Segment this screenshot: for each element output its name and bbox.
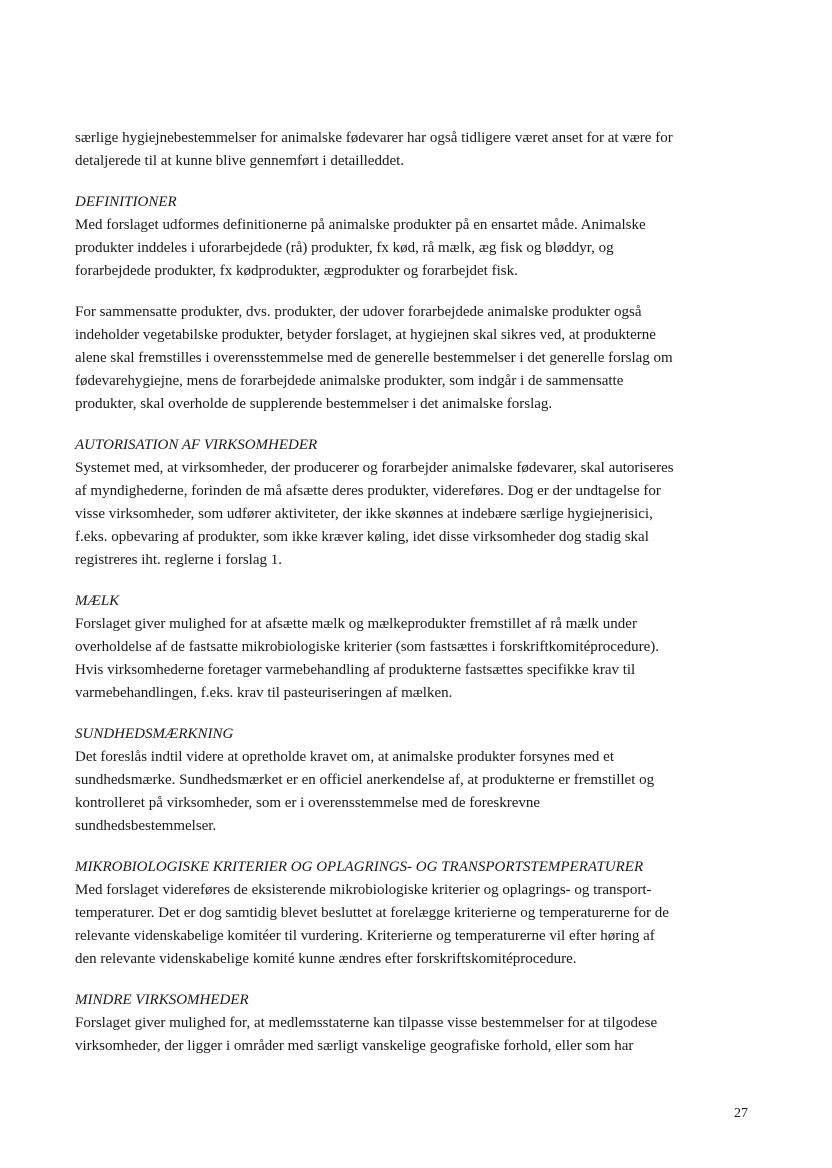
text-line: forarbejdede produkter, fx kødprodukter, ægprodukter og forarbejdet fisk.	[75, 263, 518, 279]
text-line: produkter inddeles i uforarbejdede (rå) produkter, fx kød, rå mælk, æg fisk og bløddyr, og	[75, 240, 614, 256]
text-line: fødevarehygiejne, mens de forarbejdede animalske produkter, som indgår i de sammensatte	[75, 373, 624, 389]
text-line: Hvis virksomhederne foretager varmebehandling af produkterne fastsættes specifikke krav til	[75, 662, 636, 678]
section	[75, 434, 755, 572]
section-paragraph	[75, 613, 755, 705]
text-line: overholdelse af de fastsatte mikrobiologiske kriterier (som fastsættes i forskriftkomitéprocedure).	[75, 639, 659, 655]
sections-container	[75, 191, 755, 1058]
section	[75, 191, 755, 416]
section-heading: AUTORISATION AF VIRKSOMHEDER	[75, 437, 318, 453]
section	[75, 989, 755, 1058]
text-line: Forslaget giver mulighed for, at medlemsstaterne kan tilpasse visse bestemmelser for at tilgodese	[75, 1015, 658, 1031]
page-number: 27	[734, 1106, 748, 1121]
text-line: varmebehandlingen, f.eks. krav til pasteuriseringen af mælken.	[75, 685, 453, 701]
intro-paragraph	[75, 127, 755, 173]
text-line: detaljerede til at kunne blive gennemført i detailleddet.	[75, 153, 405, 169]
text-line: produkter, skal overholde de supplerende bestemmelser i det animalske forslag.	[75, 396, 553, 412]
text-line: visse virksomheder, som udfører aktiviteter, der ikke skønnes at indebære særlige hygiejnerisici,	[75, 506, 653, 522]
section-paragraph	[75, 879, 755, 971]
text-line: sundhedsmærke. Sundhedsmærket er en officiel anerkendelse af, at produkterne er fremstillet og	[75, 772, 655, 788]
text-line: f.eks. opbevaring af produkter, som ikke kræver køling, idet disse virksomheder dog stadig skal	[75, 529, 649, 545]
section-paragraph	[75, 457, 755, 572]
text-line: Systemet med, at virksomheder, der producerer og forarbejder animalske fødevarer, skal autoriseres	[75, 460, 674, 476]
section-paragraph	[75, 746, 755, 838]
text-line: relevante videnskabelige komitéer til vurdering. Kriterierne og temperaturerne vil efter høring af	[75, 928, 655, 944]
section-paragraph	[75, 1012, 755, 1058]
text-line: For sammensatte produkter, dvs. produkter, der udover forarbejdede animalske produkter også	[75, 304, 642, 320]
text-line: temperaturer. Det er dog samtidig blevet besluttet at forelægge kriterierne og temperaturerne for de	[75, 905, 669, 921]
text-line: Med forslaget videreføres de eksisterende mikrobiologiske kriterier og oplagrings- og transport-	[75, 882, 652, 898]
text-line: sundhedsbestemmelser.	[75, 818, 217, 834]
text-line: alene skal fremstilles i overensstemmelse med de generelle bestemmelser i det generelle forslag om	[75, 350, 673, 366]
text-line: den relevante videnskabelige komité kunne ændres efter forskriftskomitéprocedure.	[75, 951, 577, 967]
text-line: Med forslaget udformes definitionerne på animalske produkter på en ensartet måde. Animalske	[75, 217, 646, 233]
section	[75, 590, 755, 705]
document-page	[75, 127, 755, 1058]
text-line: Det foreslås indtil videre at opretholde kravet om, at animalske produkter forsynes med et	[75, 749, 614, 765]
text-line: registreres iht. reglerne i forslag 1.	[75, 552, 283, 568]
section-heading: MINDRE VIRKSOMHEDER	[75, 992, 249, 1008]
section-paragraph	[75, 301, 755, 416]
section	[75, 723, 755, 838]
section-heading: DEFINITIONER	[75, 194, 177, 210]
section	[75, 856, 755, 971]
section-heading: SUNDHEDSMÆRKNING	[75, 726, 234, 742]
text-line: af myndighederne, forinden de må afsætte deres produkter, videreføres. Dog er der undtagelse for	[75, 483, 661, 499]
section-heading: MÆLK	[75, 593, 120, 609]
section-paragraph	[75, 214, 755, 283]
text-line: Forslaget giver mulighed for at afsætte mælk og mælkeprodukter fremstillet af rå mælk under	[75, 616, 637, 632]
text-line: indeholder vegetabilske produkter, betyder forslaget, at hygiejnen skal sikres ved, at produkterne	[75, 327, 656, 343]
text-line: virksomheder, der ligger i områder med særligt vanskelige geografiske forhold, eller som har	[75, 1038, 634, 1054]
text-line: kontrolleret på virksomheder, som er i overensstemmelse med de foreskrevne	[75, 795, 541, 811]
section-heading: MIKROBIOLOGISKE KRITERIER OG OPLAGRINGS- OG TRANSPORTSTEMPERATURER	[75, 859, 644, 875]
text-line: særlige hygiejnebestemmelser for animalske fødevarer har også tidligere været anset for at være for	[75, 130, 673, 146]
